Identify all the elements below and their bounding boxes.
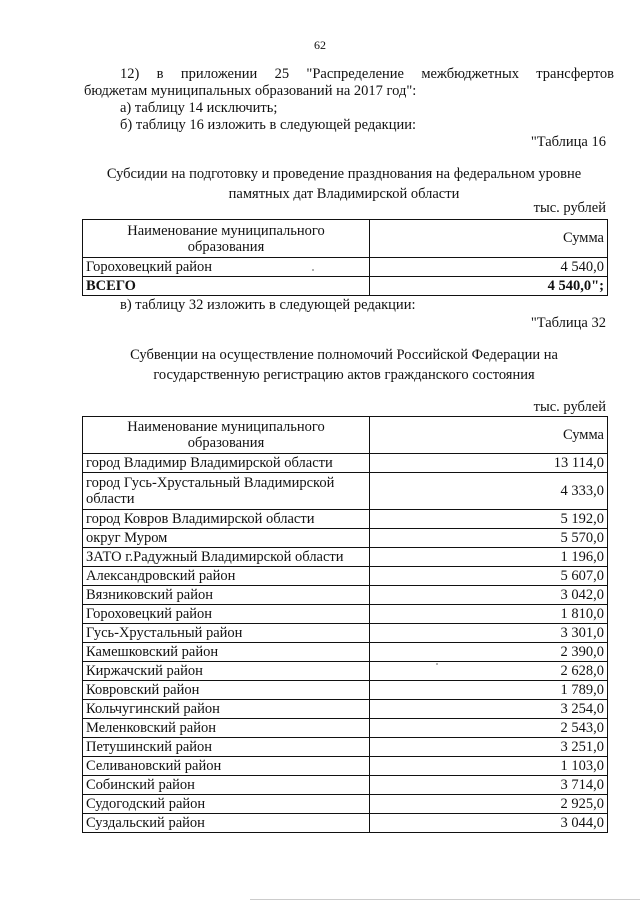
table32-label: "Таблица 32: [530, 315, 606, 331]
row-value: 1 103,0: [370, 757, 608, 776]
row-name-line-2: области: [86, 491, 135, 507]
table32: [82, 416, 608, 833]
row-name: Кольчугинский район: [83, 700, 370, 719]
row-value: 2 628,0: [370, 662, 608, 681]
table32-title-line-1: Субвенции на осуществление полномочий Российской Федерации на: [130, 347, 558, 363]
table-row: [83, 529, 608, 548]
row-value: 3 042,0: [370, 586, 608, 605]
total-value: 4 540,0";: [370, 277, 608, 296]
row-name-line-1: город Гусь-Хрустальный Владимирской: [86, 475, 335, 491]
table32-units: тыс. рублей: [533, 399, 606, 415]
header-name-line-2: образования: [187, 238, 265, 255]
row-value: 2 543,0: [370, 719, 608, 738]
row-name: город Ковров Владимирской области: [83, 510, 370, 529]
row-value: 3 301,0: [370, 624, 608, 643]
row-name: Меленковский район: [83, 719, 370, 738]
row-value: 13 114,0: [370, 454, 608, 473]
table16: [82, 219, 608, 296]
row-name: округ Муром: [83, 529, 370, 548]
table-row: [83, 473, 608, 510]
table16-total-row: [83, 277, 608, 296]
header-name-line-2: образования: [187, 435, 265, 451]
row-name: Вязниковский район: [83, 586, 370, 605]
item-b: б) таблицу 16 изложить в следующей редакции:: [120, 117, 417, 133]
row-value: 2 925,0: [370, 795, 608, 814]
table-row: [83, 757, 608, 776]
table-row: [83, 643, 608, 662]
table-row: [83, 258, 608, 277]
row-name: Судогодский район: [83, 795, 370, 814]
table-row: [83, 567, 608, 586]
table16-title-line-2: памятных дат Владимирской области: [228, 186, 460, 202]
row-name: Гороховецкий район: [83, 258, 370, 277]
total-label: ВСЕГО: [83, 277, 370, 296]
table32-header-row: [83, 417, 608, 454]
table16-header-name: [83, 220, 370, 258]
row-value: 1 810,0: [370, 605, 608, 624]
item-a: а) таблицу 14 исключить;: [120, 100, 278, 116]
table16-units: тыс. рублей: [533, 200, 606, 216]
row-value: 4 540,0: [370, 258, 608, 277]
table-row: [83, 510, 608, 529]
item-12-line-1: 12) в приложении 25 "Распределение межбюджетных трансфертов: [120, 66, 614, 82]
scan-edge-line: [250, 899, 640, 900]
row-name: Киржачский район: [83, 662, 370, 681]
row-name: город Владимир Владимирской области: [83, 454, 370, 473]
page-number: 62: [314, 38, 326, 52]
row-name: Петушинский район: [83, 738, 370, 757]
table-row: [83, 700, 608, 719]
row-value: 5 570,0: [370, 529, 608, 548]
table-row: [83, 624, 608, 643]
table16-title-line-1: Субсидии на подготовку и проведение празднования на федеральном уровне: [106, 166, 582, 182]
table-row: [83, 548, 608, 567]
row-name: Гороховецкий район: [83, 605, 370, 624]
row-name: [83, 473, 370, 510]
row-name: Собинский район: [83, 776, 370, 795]
row-name: Ковровский район: [83, 681, 370, 700]
item-12-line-2: бюджетам муниципальных образований на 2017 год":: [84, 83, 417, 99]
header-name-line-1: Наименование муниципального: [127, 419, 325, 435]
row-value: 3 044,0: [370, 814, 608, 833]
table-row: [83, 776, 608, 795]
table16-label: "Таблица 16: [530, 134, 606, 150]
table-row: [83, 586, 608, 605]
table-row: [83, 738, 608, 757]
table-row: [83, 681, 608, 700]
row-value: 1 789,0: [370, 681, 608, 700]
row-value: 3 714,0: [370, 776, 608, 795]
header-name-line-1: Наименование муниципального: [127, 222, 325, 239]
row-name: Суздальский район: [83, 814, 370, 833]
table-row: [83, 795, 608, 814]
scan-speck: [312, 269, 314, 271]
table-row: [83, 814, 608, 833]
row-name: ЗАТО г.Радужный Владимирской области: [83, 548, 370, 567]
table-row: [83, 662, 608, 681]
table16-header-row: [83, 220, 608, 258]
table32-header-sum: Сумма: [370, 417, 608, 454]
row-name: Александровский район: [83, 567, 370, 586]
item-v: в) таблицу 32 изложить в следующей редакции:: [120, 297, 416, 313]
row-value: 3 254,0: [370, 700, 608, 719]
table-row: [83, 719, 608, 738]
row-value: 5 607,0: [370, 567, 608, 586]
table16-header-sum: Сумма: [370, 220, 608, 258]
row-value: 3 251,0: [370, 738, 608, 757]
row-value: 2 390,0: [370, 643, 608, 662]
row-value: 4 333,0: [370, 473, 608, 510]
table32-header-name: [83, 417, 370, 454]
table-row: [83, 605, 608, 624]
row-value: 1 196,0: [370, 548, 608, 567]
table-row: [83, 454, 608, 473]
table32-title-line-2: государственную регистрацию актов гражданского состояния: [153, 367, 535, 383]
row-value: 5 192,0: [370, 510, 608, 529]
row-name: Гусь-Хрустальный район: [83, 624, 370, 643]
row-name: Камешковский район: [83, 643, 370, 662]
scan-speck: [436, 663, 438, 665]
row-name: Селивановский район: [83, 757, 370, 776]
